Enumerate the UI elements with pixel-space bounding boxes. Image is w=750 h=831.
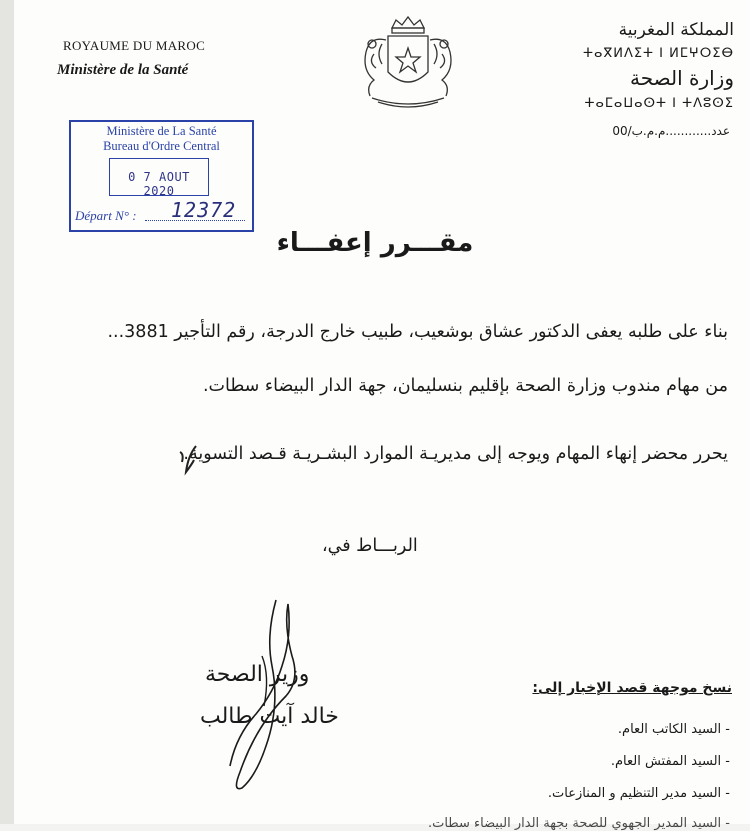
signatory-name: خالد آيت طالب: [200, 704, 339, 729]
stamp-line-1: Ministère de La Santé: [106, 124, 217, 138]
header-ministry-tifinagh: ⵜⴰⵎⴰⵡⴰⵙⵜ ⵏ ⵜⴷⵓⵙⵉ: [584, 96, 734, 111]
body-paragraph-3: يحرر محضر إنهاء المهام ويوجه إلى مديريـة الموارد البشـريـة قـصد التسوية.: [183, 444, 728, 464]
header-ministry-fr: Ministère de la Santé: [57, 62, 189, 78]
stamp-depart-label: Départ N° :: [75, 208, 137, 223]
office-stamp: [69, 120, 254, 232]
stamp-line-2: Bureau d'Ordre Central: [103, 139, 220, 153]
reference-number: عدد............م.م.ب/00: [612, 124, 730, 138]
signatory-title: وزير الصحة: [205, 662, 310, 687]
signing-place: الربـــاط في،: [322, 536, 418, 556]
coat-of-arms-icon: [352, 14, 464, 112]
stamp-depart-number: 12372: [171, 198, 237, 222]
header-country-tifinagh: ⵜⴰⴳⵍⴷⵉⵜ ⵏ ⵍⵎⵖⵔⵉⴱ: [582, 46, 734, 61]
copy-recipient: - السيد الكاتب العام.: [617, 722, 730, 737]
handwritten-signature: [196, 596, 336, 796]
body-paragraph-1: بناء على طلبه يعفى الدكتور عشاق بوشعيب، طبيب خارج الدرجة، رقم التأجير 3881...: [107, 322, 728, 342]
header-ministry-ar: وزارة الصحة: [630, 66, 734, 90]
header-country-ar: المملكة المغربية: [618, 20, 734, 40]
page-left-edge: [0, 0, 14, 824]
header-country-fr: ROYAUME DU MAROC: [63, 38, 206, 53]
stamp-date: 0 7 AOUT 2020: [128, 170, 190, 198]
copy-recipient: - السيد المدير الجهوي للصحة بجهة الدار البيضاء سطات.: [427, 816, 730, 831]
stamp-date-box: [109, 158, 209, 196]
copies-heading: نسخ موجهة قصد الإخبار إلى:: [532, 680, 732, 696]
handwritten-mark-icon: [172, 442, 202, 478]
body-paragraph-2: من مهام مندوب وزارة الصحة بإقليم بنسليمان، جهة الدار البيضاء سطات.: [202, 376, 728, 396]
copy-recipient: - السيد المفتش العام.: [610, 754, 730, 769]
copy-recipient: - السيد مدير التنظيم و المنازعات.: [547, 786, 730, 801]
document-title: مقـــرر إعفـــاء: [276, 228, 474, 258]
